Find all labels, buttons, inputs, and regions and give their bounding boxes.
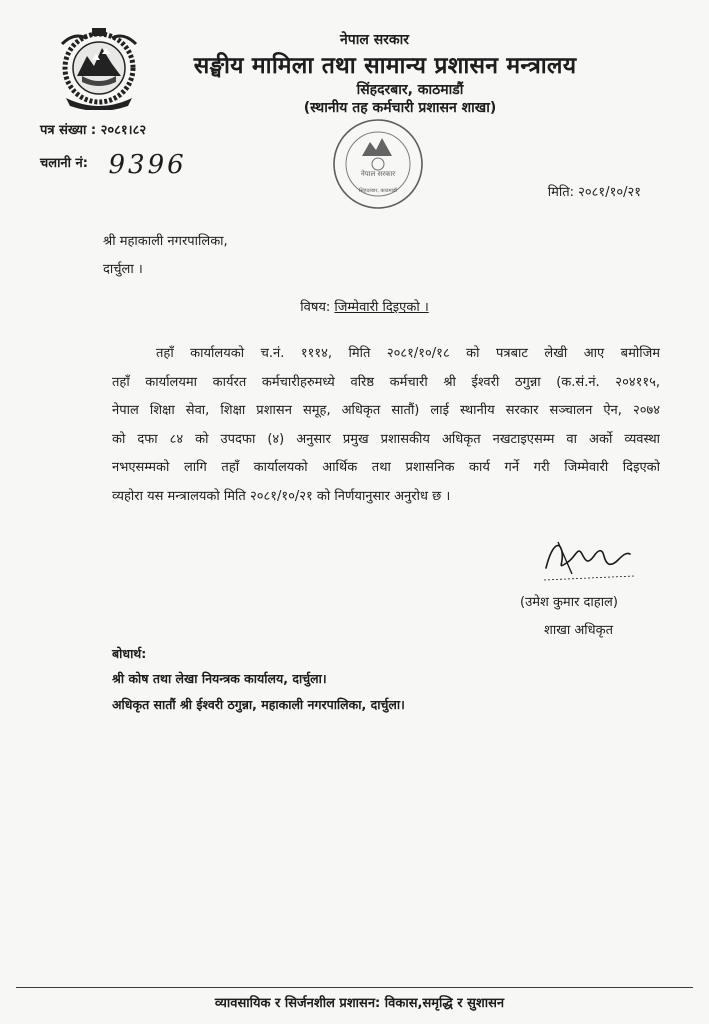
body-line: नेपाल शिक्षा सेवा, शिक्षा प्रशासन समूह, अधिकृत सातौं) लाई स्थानीय सरकार सञ्चालन ऐन, २०७४	[112, 403, 660, 418]
cc-list	[112, 666, 405, 718]
body-line: को दफा ८४ को उपदफा (४) अनुसार प्रमुख प्रशासकीय अधिकृत नखटाइएसम्म वा अर्को व्यवस्था	[112, 431, 660, 447]
recipient-district: दार्चुला ।	[103, 262, 143, 277]
body-line: व्यहोरा यस मन्त्रालयको मिति २०८१/१०/२१ को निर्णयानुसार अनुरोध छ ।	[112, 488, 451, 504]
dispatch-number	[40, 150, 187, 180]
cc-item: अधिकृत सातौं श्री ईश्वरी ठगुन्ना, महाकाली नगरपालिका, दार्चुला।	[112, 697, 405, 712]
ministry-location: सिंहदरबार, काठमाडौं	[356, 82, 464, 98]
letter-body	[112, 340, 660, 511]
letter-date: मिति: २०८१/१०/२१	[547, 185, 641, 200]
footer-slogan: व्यावसायिक र सिर्जनशील प्रशासन: विकास,समृद्धि र सुशासन	[214, 996, 505, 1011]
footer-divider	[16, 987, 693, 988]
body-line: तहाँ कार्यालयको च.नं. १११४, मिति २०८१/१०/१८ को पत्रबाट लेखी आए बमोजिम	[156, 346, 660, 361]
signer-name: (उमेश कुमार दाहाल)	[520, 595, 618, 610]
reference-number: पत्र संख्या : २०८१।८२	[40, 123, 147, 138]
recipient-name: श्री महाकाली नगरपालिका,	[103, 234, 228, 249]
ministry-name: सङ्घीय मामिला तथा सामान्य प्रशासन मन्त्रालय	[193, 53, 577, 79]
cc-label: बोधार्थ:	[112, 646, 147, 661]
body-line: नभएसम्मको लागि तहाँ कार्यालयको आर्थिक तथा प्रशासनिक कार्य गर्ने गरी जिम्मेवारी दिइएको	[112, 460, 660, 475]
cc-item: श्री कोष तथा लेखा नियन्त्रक कार्यालय, दार्चुला।	[112, 671, 327, 686]
subject-label: विषय:	[300, 300, 331, 315]
signature	[538, 534, 638, 582]
body-line: तहाँ कार्यालयमा कार्यरत कर्मचारीहरुमध्ये वरिष्ठ कर्मचारी श्री ईश्वरी ठगुन्ना (क.सं.नं. २०४११५,	[112, 374, 660, 390]
svg-text:नेपाल सरकार: नेपाल सरकार	[360, 170, 396, 178]
subject-line	[0, 297, 709, 315]
official-stamp	[318, 112, 438, 210]
dispatch-number-handwritten: 9396	[108, 150, 187, 180]
signer-title: शाखा अधिकृत	[544, 623, 614, 638]
svg-text:सिंहदरबार, काठमाडौं: सिंहदरबार, काठमाडौं	[359, 188, 397, 194]
subject-text: जिम्मेवारी दिइएको ।	[334, 300, 429, 315]
recipient-address	[103, 228, 228, 284]
dispatch-label: चलानी नं:	[40, 156, 88, 171]
government-name: नेपाल सरकार	[339, 32, 409, 48]
branch-name: (स्थानीय तह कर्मचारी प्रशासन शाखा)	[303, 100, 497, 116]
